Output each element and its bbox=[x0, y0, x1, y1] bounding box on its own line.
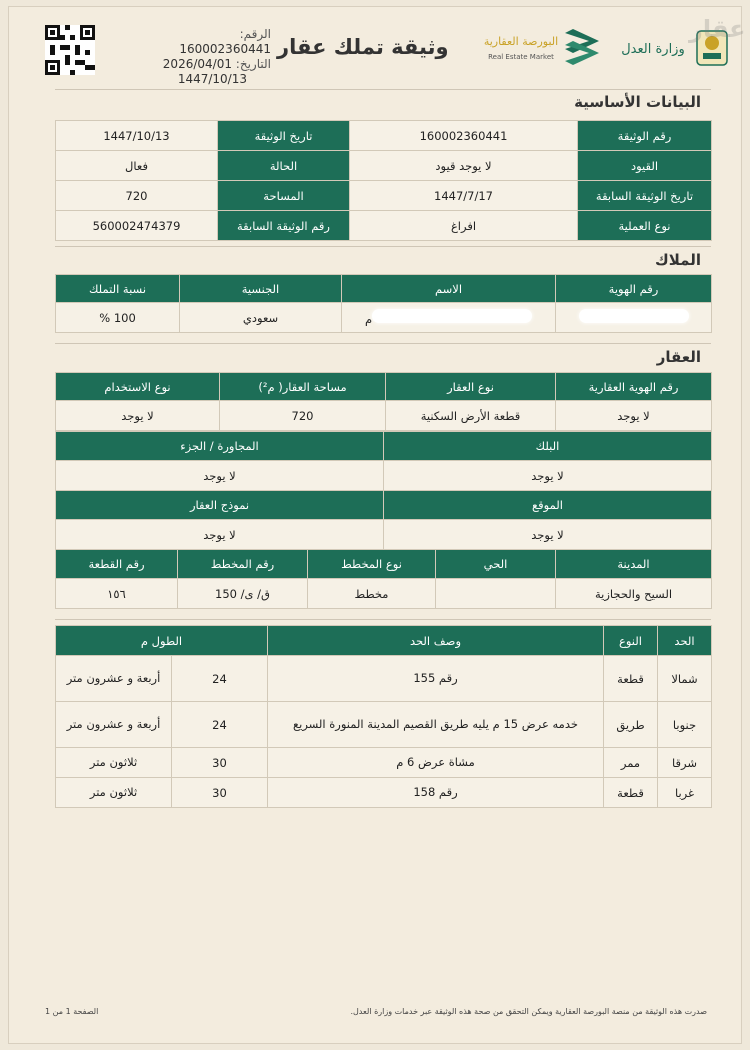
property-table-2 bbox=[55, 431, 712, 550]
property-header-area: مساحة العقار( م²) bbox=[220, 373, 386, 401]
page-number: الصفحة 1 من 1 bbox=[45, 1007, 99, 1016]
basic-data-table bbox=[55, 120, 712, 241]
property-plot-number: ١٥٦ bbox=[56, 579, 178, 609]
document-date-h: 1447/10/13 bbox=[177, 72, 247, 86]
boundary-row bbox=[56, 748, 712, 778]
real-estate-market-logo bbox=[473, 23, 603, 69]
property-header-usage: نوع الاستخدام bbox=[56, 373, 220, 401]
svg-text:البورصة العقارية: البورصة العقارية bbox=[483, 35, 559, 48]
property-location: لا يوجد bbox=[384, 520, 712, 550]
property-header-plan-number: رقم المخطط bbox=[178, 550, 308, 579]
owners-header-name: الاسم bbox=[342, 275, 556, 303]
property-header-plot-number: رقم القطعة bbox=[56, 550, 178, 579]
svg-text:وزارة العدل: وزارة العدل bbox=[621, 42, 685, 57]
basic-label: القيود bbox=[578, 151, 712, 181]
document-title: وثيقة تملك عقار bbox=[277, 35, 449, 59]
property-district bbox=[436, 579, 556, 609]
document-meta bbox=[147, 27, 271, 87]
boundary-row bbox=[56, 702, 712, 748]
basic-row bbox=[56, 211, 712, 241]
basic-row bbox=[56, 151, 712, 181]
divider bbox=[55, 246, 711, 247]
boundary-side: شرقا bbox=[658, 748, 712, 778]
property-city: السيح والحجازية bbox=[556, 579, 712, 609]
boundary-type: قطعة bbox=[604, 656, 658, 702]
property-table-3 bbox=[55, 549, 712, 609]
basic-value: 160002360441 bbox=[350, 121, 578, 151]
property-header-location: الموقع bbox=[384, 491, 712, 520]
property-header-type: نوع العقار bbox=[386, 373, 556, 401]
boundary-length-text: أربعة و عشرون متر bbox=[56, 702, 172, 748]
document-header bbox=[9, 7, 746, 87]
owners-header-share: نسبة التملك bbox=[56, 275, 180, 303]
boundary-type: طريق bbox=[604, 702, 658, 748]
property-id: لا يوجد bbox=[556, 401, 712, 431]
owners-header-nationality: الجنسية bbox=[180, 275, 342, 303]
boundary-desc: رقم 158 bbox=[268, 778, 604, 808]
basic-label: المساحة bbox=[218, 181, 350, 211]
property-model: لا يوجد bbox=[56, 520, 384, 550]
bounds-header-desc: وصف الحد bbox=[268, 626, 604, 656]
bounds-header-side: الحد bbox=[658, 626, 712, 656]
qr-code[interactable] bbox=[45, 25, 95, 75]
section-title-basic: البيانات الأساسية bbox=[574, 93, 701, 111]
property-neighbor: لا يوجد bbox=[56, 461, 384, 491]
property-header-neighbor: المجاورة / الجزء bbox=[56, 432, 384, 461]
divider bbox=[55, 89, 711, 90]
basic-label: نوع العملية bbox=[578, 211, 712, 241]
section-title-property: العقار bbox=[656, 348, 701, 366]
number-label: الرقم: bbox=[239, 27, 271, 41]
basic-value: 560002474379 bbox=[56, 211, 218, 241]
boundary-side: جنوبا bbox=[658, 702, 712, 748]
document-number: 160002360441 bbox=[179, 42, 271, 56]
divider bbox=[55, 343, 711, 344]
boundary-length: 30 bbox=[172, 748, 268, 778]
basic-label: رقم الوثيقة bbox=[578, 121, 712, 151]
property-header-district: الحي bbox=[436, 550, 556, 579]
divider bbox=[55, 619, 711, 620]
boundary-side: شمالا bbox=[658, 656, 712, 702]
property-header-model: نموذج العقار bbox=[56, 491, 384, 520]
boundary-desc: مشاة عرض 6 م bbox=[268, 748, 604, 778]
owner-nationality: سعودي bbox=[180, 303, 342, 333]
svg-text:Real Estate Market: Real Estate Market bbox=[488, 53, 554, 61]
property-usage: لا يوجد bbox=[56, 401, 220, 431]
basic-label: تاريخ الوثيقة السابقة bbox=[578, 181, 712, 211]
section-title-owners: الملاك bbox=[655, 251, 701, 269]
owners-header-id: رقم الهوية bbox=[556, 275, 712, 303]
property-header-block: البلك bbox=[384, 432, 712, 461]
property-table-1 bbox=[55, 372, 712, 431]
basic-label: رقم الوثيقة السابقة bbox=[218, 211, 350, 241]
boundary-row bbox=[56, 778, 712, 808]
property-header-city: المدينة bbox=[556, 550, 712, 579]
basic-row bbox=[56, 181, 712, 211]
boundaries-table bbox=[55, 625, 712, 808]
owners-table bbox=[55, 274, 712, 333]
owner-name-tail: م bbox=[364, 312, 373, 326]
basic-value: لا يوجد قيود bbox=[350, 151, 578, 181]
property-header-plan-type: نوع المخطط bbox=[308, 550, 436, 579]
boundary-type: ممر bbox=[604, 748, 658, 778]
basic-value: 1447/7/17 bbox=[350, 181, 578, 211]
property-plan-type: مخطط bbox=[308, 579, 436, 609]
basic-label: تاريخ الوثيقة bbox=[218, 121, 350, 151]
boundary-side: غربا bbox=[658, 778, 712, 808]
boundary-length-text: ثلاثون متر bbox=[56, 778, 172, 808]
boundary-type: قطعة bbox=[604, 778, 658, 808]
boundary-row bbox=[56, 656, 712, 702]
property-area: 720 bbox=[220, 401, 386, 431]
document-date-g: 2026/04/01 bbox=[162, 57, 232, 71]
basic-value: 1447/10/13 bbox=[56, 121, 218, 151]
boundary-length-text: ثلاثون متر bbox=[56, 748, 172, 778]
owner-name-redacted bbox=[342, 303, 556, 333]
property-plan-number: ق/ ى/ 150 bbox=[178, 579, 308, 609]
owner-share: 100 % bbox=[56, 303, 180, 333]
property-header-id: رقم الهوية العقارية bbox=[556, 373, 712, 401]
watermark: عقار bbox=[689, 15, 746, 43]
date-label: التاريخ: bbox=[235, 57, 271, 71]
document-page bbox=[8, 6, 746, 1044]
basic-value: افراغ bbox=[350, 211, 578, 241]
boundary-length: 30 bbox=[172, 778, 268, 808]
boundary-length: 24 bbox=[172, 702, 268, 748]
property-block: لا يوجد bbox=[384, 461, 712, 491]
basic-value: فعال bbox=[56, 151, 218, 181]
boundary-desc: رقم 155 bbox=[268, 656, 604, 702]
boundary-desc: خدمه عرض 15 م يليه طريق القصيم المدينة المنورة السريع bbox=[268, 702, 604, 748]
boundary-length: 24 bbox=[172, 656, 268, 702]
footer-note: صدرت هذه الوثيقة من منصة البورصة العقارية ويمكن التحقق من صحة هذه الوثيقة عبر خدمات وزارة العدل. bbox=[350, 1007, 707, 1016]
boundary-length-text: أربعة و عشرون متر bbox=[56, 656, 172, 702]
bounds-header-length: الطول م bbox=[56, 626, 268, 656]
basic-row bbox=[56, 121, 712, 151]
basic-value: 720 bbox=[56, 181, 218, 211]
bounds-header-type: النوع bbox=[604, 626, 658, 656]
basic-label: الحالة bbox=[218, 151, 350, 181]
property-type: قطعة الأرض السكنية bbox=[386, 401, 556, 431]
owner-id-redacted bbox=[556, 303, 712, 333]
